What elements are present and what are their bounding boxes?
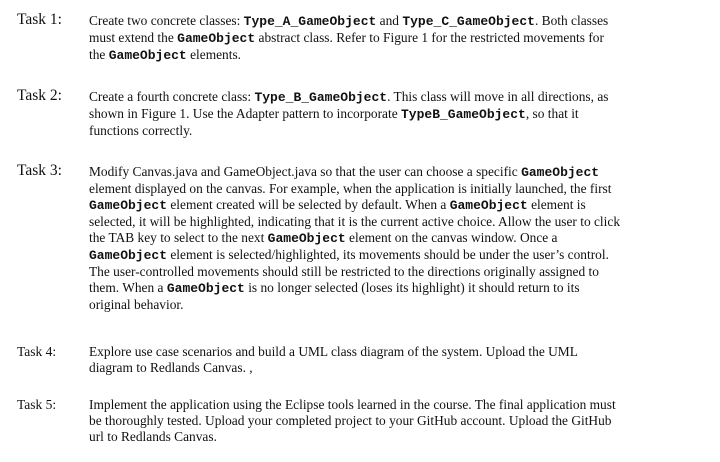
text-run: Create a fourth concrete class:: [89, 89, 255, 104]
text-run: shown in Figure 1. Use the Adapter pattern to incorporate: [89, 106, 401, 121]
text-line: [89, 297, 689, 313]
text-run: and: [376, 13, 403, 28]
code-term: Type_B_GameObject: [254, 90, 388, 105]
task-4-body: [89, 344, 689, 376]
text-run: elements.: [186, 47, 242, 62]
text-run: the TAB key to select to the next: [89, 230, 268, 245]
text-line: [89, 197, 689, 214]
code-term: Type_A_GameObject: [243, 14, 377, 29]
text-line: [89, 89, 689, 106]
code-term: GameObject: [166, 281, 245, 296]
text-line: [89, 429, 689, 445]
code-term: GameObject: [89, 248, 168, 263]
text-line: [89, 123, 689, 139]
code-term: GameObject: [89, 198, 168, 213]
code-term: GameObject: [108, 48, 187, 63]
text-line: [89, 264, 689, 280]
text-run: , so that it: [525, 106, 579, 121]
text-run: The user-controlled movements should still be restricted to the directions originally assigned to: [89, 264, 599, 279]
task-5-label: Task 5:: [17, 397, 57, 412]
text-run: element is selected/highlighted, its movements should be under the user’s control.: [167, 247, 609, 262]
text-run: be thoroughly tested. Upload your completed project to your GitHub account. Upload the GitHub: [89, 413, 612, 428]
code-term: TypeB_GameObject: [401, 107, 526, 122]
text-run: element on the canvas window. Once a: [345, 230, 558, 245]
text-run: Modify Canvas.java and GameObject.java so that the user can choose a specific: [89, 164, 522, 179]
text-line: [89, 164, 689, 181]
task-3-label: Task 3:: [17, 162, 62, 179]
task-5-body: [89, 397, 689, 445]
task-4-label: Task 4:: [17, 344, 57, 359]
text-run: the: [89, 47, 109, 62]
text-line: [89, 397, 689, 413]
text-run: diagram to Redlands Canvas. ,: [89, 360, 253, 375]
text-run: original behavior.: [89, 297, 184, 312]
text-run: url to Redlands Canvas.: [89, 429, 217, 444]
text-line: [89, 344, 689, 360]
text-run: abstract class. Refer to Figure 1 for the restricted movements for: [255, 30, 604, 45]
text-line: [89, 30, 689, 47]
task-2-label: Task 2:: [17, 87, 62, 104]
text-run: functions correctly.: [89, 123, 193, 138]
text-line: [89, 106, 689, 123]
text-run: element created will be selected by default. When a: [167, 197, 450, 212]
text-line: [89, 413, 689, 429]
text-run: element displayed on the canvas. For example, when the application is initially launched, the first: [89, 181, 612, 196]
text-run: them. When a: [89, 280, 167, 295]
text-run: . Both classes: [534, 13, 609, 28]
text-line: [89, 47, 689, 64]
text-line: [89, 13, 689, 30]
code-term: GameObject: [177, 31, 256, 46]
text-run: selected, it will be highlighted, indicating that it is the current active choice. Allow the user to click: [89, 214, 621, 229]
code-term: GameObject: [267, 231, 346, 246]
task-1-label: Task 1:: [17, 11, 62, 28]
text-run: Create two concrete classes:: [89, 13, 244, 28]
text-line: [89, 360, 689, 376]
task-1-body: [89, 13, 689, 64]
task-3-body: [89, 164, 689, 313]
text-run: . This class will move in all directions, as: [387, 89, 609, 104]
text-line: [89, 280, 689, 297]
text-run: is no longer selected (loses its highlight) it should return to its: [244, 280, 580, 295]
text-line: [89, 214, 689, 230]
text-line: [89, 230, 689, 247]
text-line: [89, 247, 689, 264]
text-line: [89, 181, 689, 197]
text-run: Implement the application using the Eclipse tools learned in the course. The final application must: [89, 397, 616, 412]
code-term: GameObject: [521, 165, 600, 180]
code-term: Type_C_GameObject: [402, 14, 535, 29]
task-2-body: [89, 89, 689, 139]
code-term: GameObject: [449, 198, 528, 213]
text-run: must extend the: [89, 30, 178, 45]
text-run: Explore use case scenarios and build a UML class diagram of the system. Upload the UML: [89, 344, 578, 359]
text-run: element is: [527, 197, 586, 212]
